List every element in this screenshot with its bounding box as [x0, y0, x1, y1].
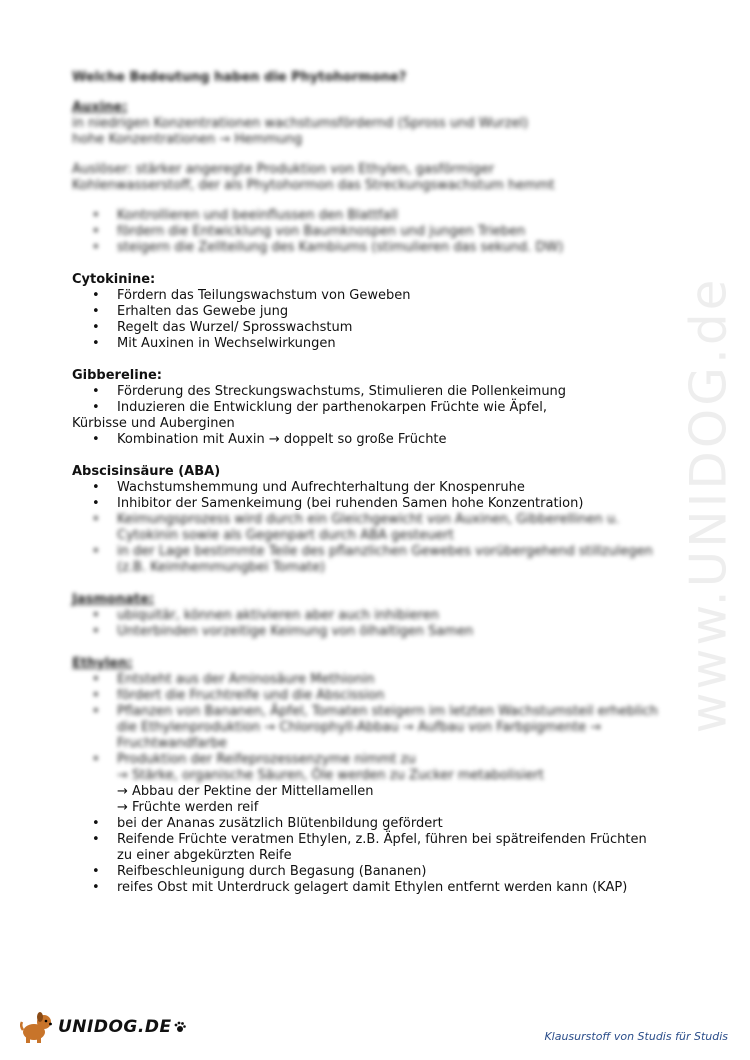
dog-icon [20, 1010, 54, 1044]
gibbereline-list [72, 384, 682, 416]
list-item: • steigern die Zellteilung des Kambiums (stimulieren das sekund. DW) [72, 240, 682, 256]
list-item: • Entsteht aus der Aminosäure Methionin [72, 672, 682, 688]
auxine-para: Auslöser: stärker angeregte Produktion von Ethylen, gasförmiger [72, 162, 495, 177]
list-item: • Kombination mit Auxin → doppelt so große Früchte [72, 432, 682, 448]
blurred-ethylen [72, 656, 682, 784]
ethylen-list-blurred-2 [72, 752, 682, 768]
logo-text: UNIDOG.DE [58, 1017, 172, 1037]
ethylen-list-2 [72, 864, 682, 896]
heading-jasmonate: Jasmonate: [72, 592, 155, 607]
abscisin-list-blurred [72, 512, 682, 576]
ethylen-list [72, 816, 682, 848]
auxine-line: hohe Konzentrationen → Hemmung [72, 132, 303, 147]
list-item: • Unterbinden vorzeitige Keimung von ölhaltigen Samen [72, 624, 682, 640]
list-item-continuation: Fruchtwandfarbe [117, 736, 227, 751]
cytokinine-list [72, 288, 682, 352]
heading-ethylen: Ethylen: [72, 656, 133, 671]
list-item-continuation: Kürbisse und Auberginen [72, 416, 235, 431]
section-auxine [72, 100, 682, 256]
heading-auxine: Auxine: [72, 100, 128, 115]
section-abscisin [72, 464, 682, 576]
blurred-intro [72, 70, 682, 256]
list-item: • fördert die Fruchtreife und die Abscission [72, 688, 682, 704]
list-item: • in der Lage bestimmte Teile des pflanzlichen Gewebes vorübergehend stillzulegen [72, 544, 682, 560]
auxine-line: in niedrigen Konzentrationen wachstumsfördernd (Spross und Wurzel) [72, 116, 529, 131]
list-item-continuation [72, 560, 682, 576]
list-item: • Produktion der Reifeprozessenzyme nimmt zu [72, 752, 682, 768]
list-item: • Regelt das Wurzel/ Sprosswachstum [72, 320, 682, 336]
section-jasmonate [72, 592, 682, 640]
section-cytokinine [72, 272, 682, 352]
jasmonate-list [72, 608, 682, 640]
auxine-para: Kohlenwasserstoff, der als Phytohormon das Streckungswachstum hemmt [72, 178, 555, 193]
abscisin-list [72, 480, 682, 512]
list-item: • Pflanzen von Bananen, Äpfel, Tomaten steigern im letzten Wachstumsteil erheblich [72, 704, 682, 720]
list-item: • Förderung des Streckungswachstums, Stimulieren die Pollenkeimung [72, 384, 682, 400]
list-item: • Kontrollieren und beeinflussen den Blattfall [72, 208, 682, 224]
list-item-continuation [72, 528, 682, 544]
unidog-logo [20, 1010, 186, 1044]
list-item: • fördern die Entwicklung von Baumknospen und jungen Trieben [72, 224, 682, 240]
list-item: • Reifbeschleunigung durch Begasung (Bananen) [72, 864, 682, 880]
watermark-text: www.UNIDOG.de [679, 276, 738, 734]
document-body [72, 70, 682, 912]
list-item: • Inhibitor der Samenkeimung (bei ruhenden Samen hohe Konzentration) [72, 496, 682, 512]
heading-abscisin: Abscisinsäure (ABA) [72, 464, 221, 479]
list-item-continuation: → Früchte werden reif [117, 800, 259, 815]
page-title: Welche Bedeutung haben die Phytohormone? [72, 70, 407, 85]
footer-slogan: Klausurstoff von Studis für Studis [544, 1030, 728, 1043]
list-item: • Induzieren die Entwicklung der parthenokarpen Früchte wie Äpfel, [72, 400, 682, 416]
list-item: • Fördern das Teilungswachstum von Geweben [72, 288, 682, 304]
paw-icon [174, 1021, 186, 1033]
watermark [678, 276, 738, 734]
auxine-list [72, 208, 682, 256]
list-item-continuation: zu einer abgekürzten Reife [117, 848, 292, 863]
gibbereline-list-2 [72, 432, 682, 448]
section-gibbereline [72, 368, 682, 448]
continuation-text: Cytokinin sowie als Gegenpart durch ABA gesteuert [117, 528, 454, 543]
list-item: • Reifende Früchte veratmen Ethylen, z.B. Äpfel, führen bei spätreifenden Früchten [72, 832, 682, 848]
list-item: • ubiquitär, können aktivieren aber auch inhibieren [72, 608, 682, 624]
section-ethylen [72, 656, 682, 896]
list-item-continuation: → Abbau der Pektine der Mittellamellen [117, 784, 374, 799]
list-item: • Mit Auxinen in Wechselwirkungen [72, 336, 682, 352]
blurred-jasmonate [72, 592, 682, 640]
ethylen-list-blurred [72, 672, 682, 720]
continuation-text: (z.B. Keimhemmungbei Tomate) [117, 560, 326, 575]
list-item-continuation: → Stärke, organische Säuren, Öle werden zu Zucker metabolisiert [117, 768, 544, 783]
blurred-abscisin [72, 512, 682, 576]
heading-gibbereline: Gibbereline: [72, 368, 162, 383]
list-item-continuation: die Ethylenproduktion → Chlorophyll-Abbau → Aufbau von Farbpigmente → [117, 720, 602, 735]
list-item: • Wachstumshemmung und Aufrechterhaltung der Knospenruhe [72, 480, 682, 496]
list-item: • reifes Obst mit Unterdruck gelagert damit Ethylen entfernt werden kann (KAP) [72, 880, 682, 896]
heading-cytokinine: Cytokinine: [72, 272, 156, 287]
list-item: • Keimungsprozess wird durch ein Gleichgewicht von Auxinen, Gibberellinen u. [72, 512, 682, 528]
list-item: • Erhalten das Gewebe jung [72, 304, 682, 320]
list-item: • bei der Ananas zusätzlich Blütenbildung gefördert [72, 816, 682, 832]
